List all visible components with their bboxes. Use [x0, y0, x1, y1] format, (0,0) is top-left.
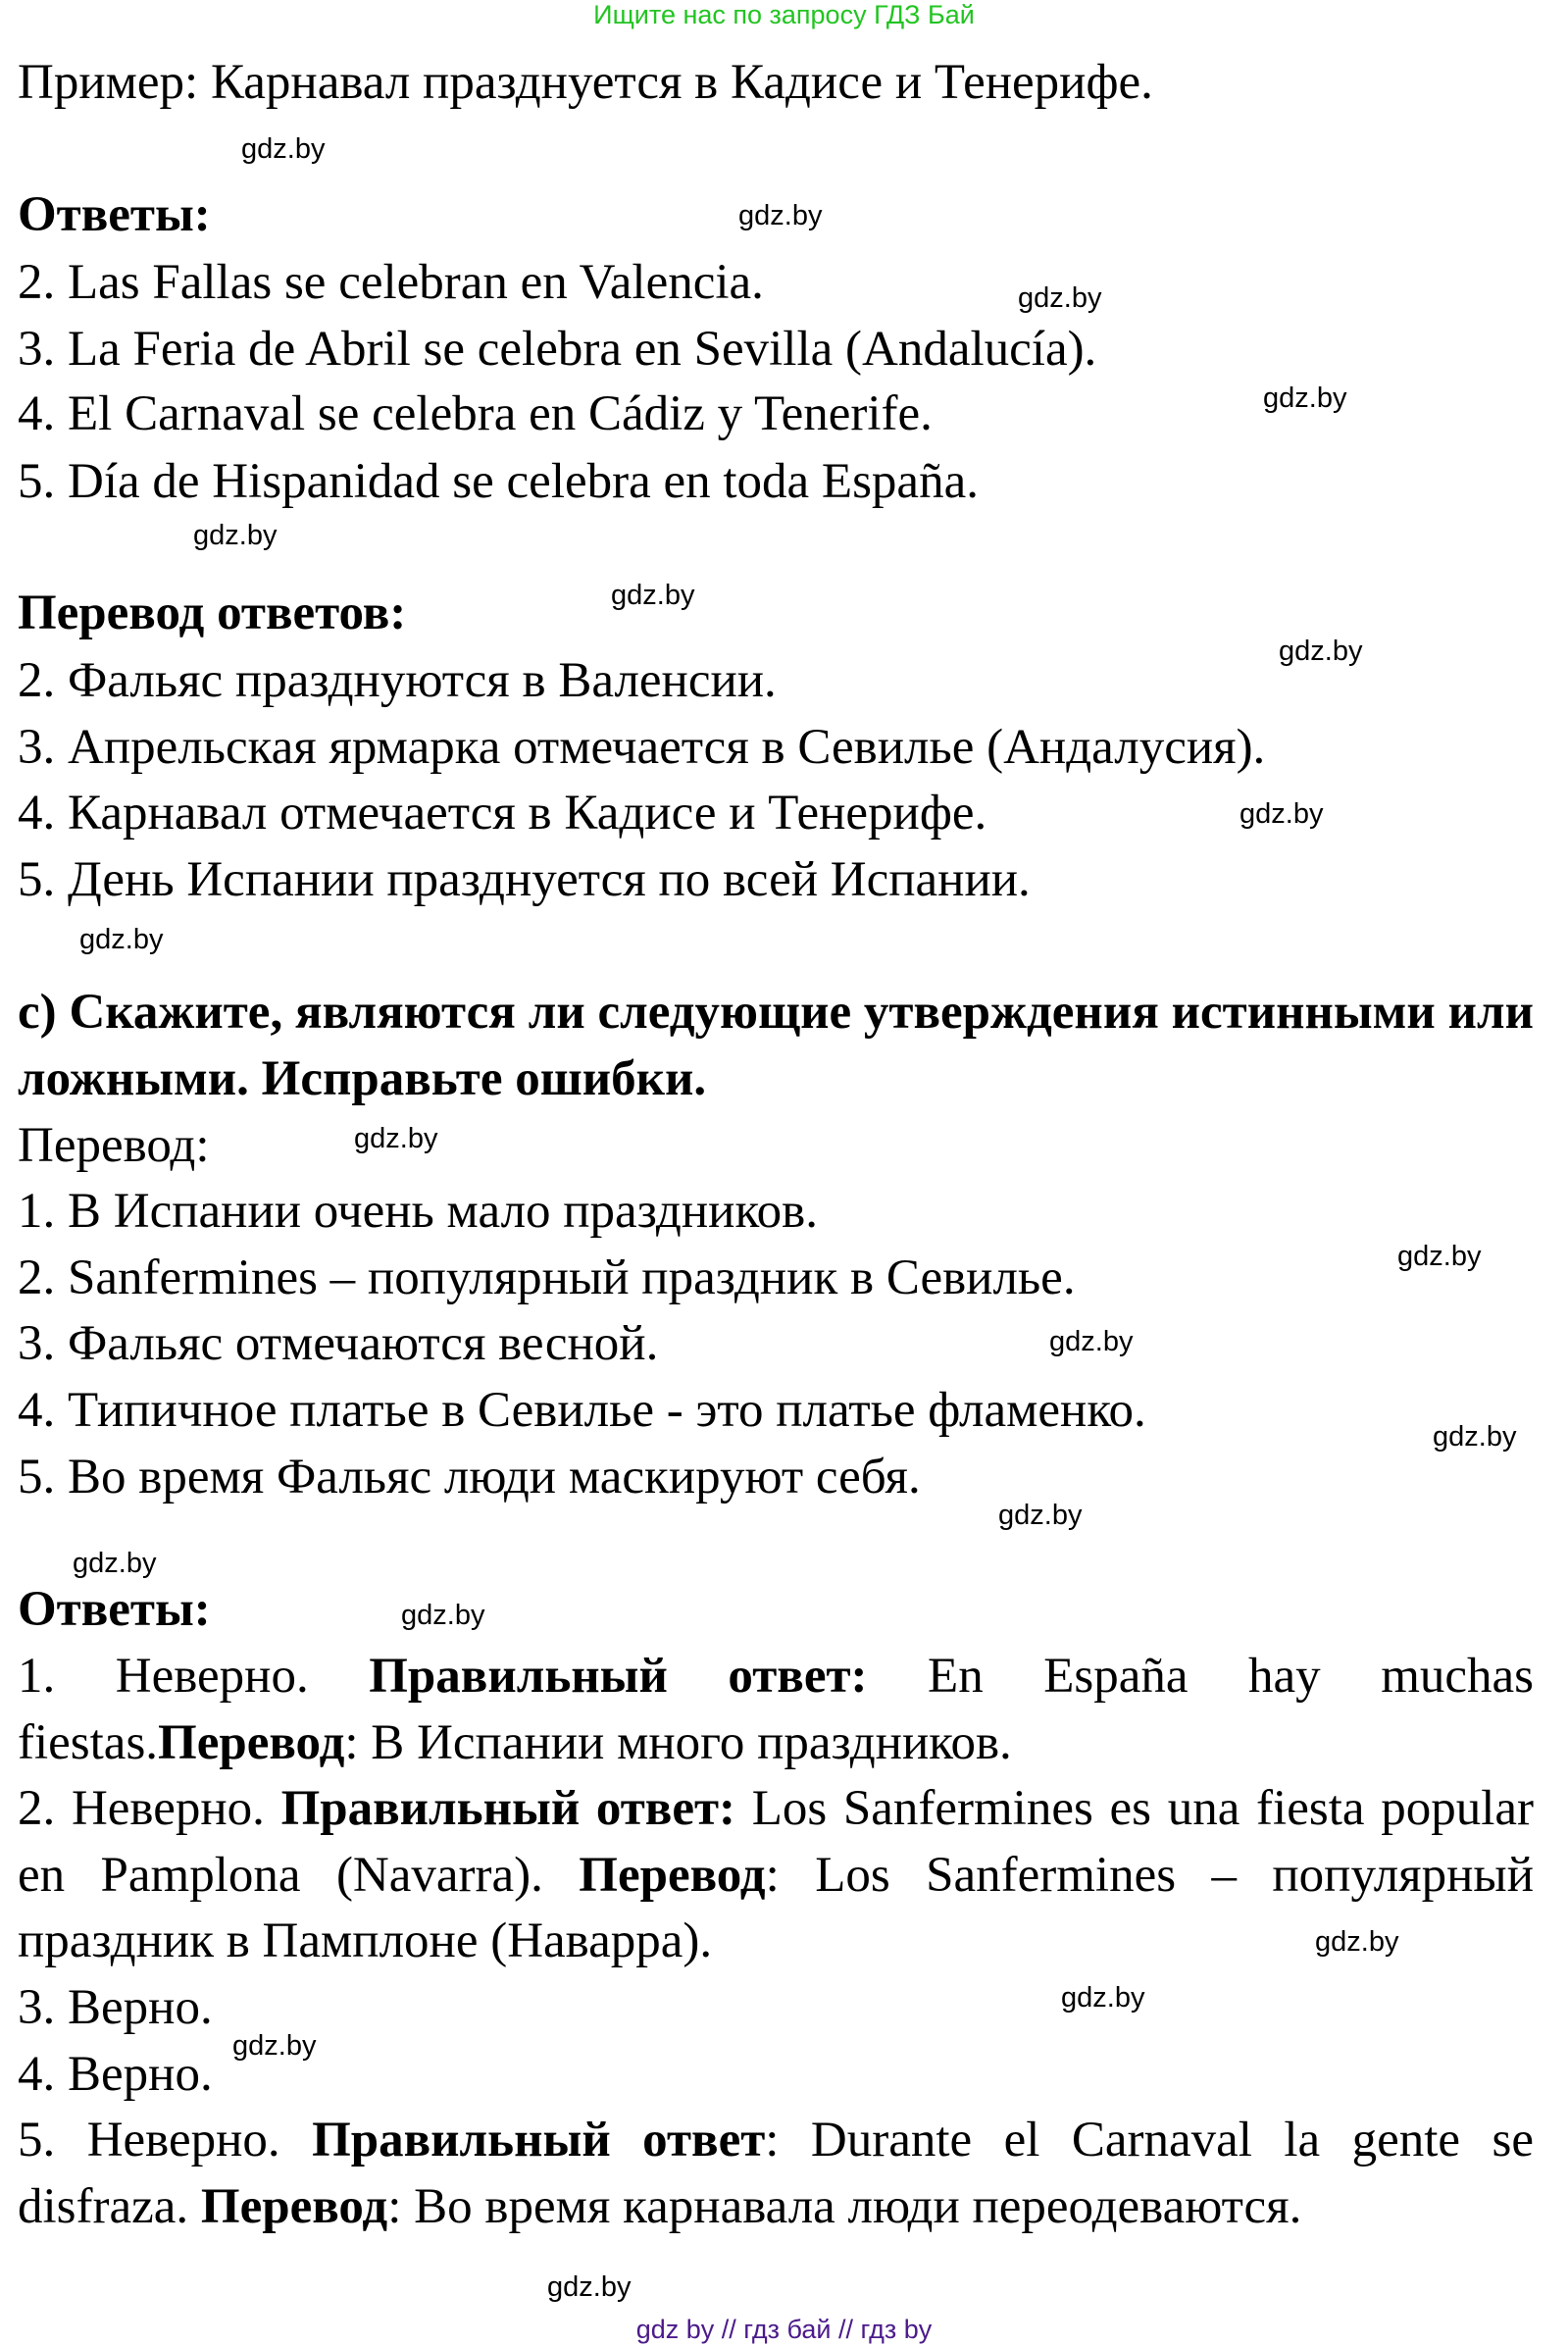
translation-label: Перевод: [579, 1847, 766, 1903]
watermark: gdz.by: [193, 520, 278, 551]
footer-links[interactable]: gdz by // гдз бай // гдз by: [635, 2315, 933, 2344]
statement-line: 3. Фальяс отмечаются весной.: [18, 1316, 659, 1371]
translation-label: Перевод: [200, 2178, 388, 2234]
statement-line: 1. В Испании очень мало праздников.: [18, 1184, 818, 1239]
translation-line: 3. Апрельская ярмарка отмечается в Севилье (Андалусия).: [18, 720, 1266, 775]
translation-label: Перевод: [158, 1714, 345, 1770]
task-c-translation-label: Перевод:: [18, 1118, 210, 1173]
watermark: gdz.by: [998, 1500, 1083, 1531]
correct-answer: : Durante el Carnaval la gente se disfraza.: [18, 2113, 1534, 2234]
search-hint-header[interactable]: Ищите нас по запросу ГДЗ Бай: [593, 0, 975, 29]
answer2-item: [18, 1644, 1534, 1776]
watermark: gdz.by: [232, 2030, 317, 2062]
watermark: gdz.by: [738, 200, 823, 231]
correct-answer: Los Sanfermines es una fiesta popular en Pamplona (Navarra).: [18, 1781, 1534, 1903]
watermark: gdz.by: [611, 580, 695, 611]
watermark: gdz.by: [1433, 1421, 1517, 1453]
translation-line: 5. День Испании празднуется по всей Испании.: [18, 852, 1031, 907]
translation-line: 4. Карнавал отмечается в Кадисе и Тенерифе.: [18, 786, 987, 841]
watermark: gdz.by: [1018, 282, 1102, 314]
answer2-item: 4. Верно.: [18, 2047, 213, 2102]
correct-answer-label: Правильный ответ:: [369, 1649, 868, 1704]
watermark: gdz.by: [1315, 1926, 1399, 1958]
translation-title: Перевод ответов:: [18, 586, 407, 640]
verdict: 1. Неверно.: [18, 1649, 370, 1704]
watermark: gdz.by: [1263, 382, 1347, 414]
watermark: gdz.by: [1279, 636, 1363, 667]
answers2-title: Ответы:: [18, 1582, 211, 1637]
answer-line: 5. Día de Hispanidad se celebra en toda España.: [18, 454, 979, 509]
answer2-item: [18, 2108, 1534, 2240]
statement-line: 2. Sanfermines – популярный праздник в Севилье.: [18, 1250, 1076, 1305]
answer-line: 4. El Carnaval se celebra en Cádiz y Tenerife.: [18, 386, 933, 441]
translation-line: 2. Фальяс празднуются в Валенсии.: [18, 653, 777, 708]
watermark: gdz.by: [1061, 1982, 1145, 2014]
translation-text: : В Испании много праздников.: [344, 1714, 1012, 1770]
task-c-text: c) Скажите, являются ли следующие утверждения истинными или ложными. Исправьте ошибки.: [18, 985, 1534, 1106]
watermark: gdz.by: [1239, 798, 1324, 830]
answer2-item: [18, 1776, 1534, 1975]
watermark: gdz.by: [73, 1548, 157, 1579]
watermark: gdz.by: [1049, 1326, 1134, 1357]
watermark: gdz.by: [241, 133, 326, 165]
task-c-heading: [18, 980, 1534, 1112]
verdict: 2. Неверно.: [18, 1781, 281, 1836]
statement-line: 4. Типичное платье в Севилье - это платье фламенко.: [18, 1383, 1146, 1438]
statement-line: 5. Во время Фальяс люди маскируют себя.: [18, 1450, 921, 1504]
answers2-heading: [18, 1577, 1534, 1644]
watermark: gdz.by: [1397, 1241, 1482, 1272]
translation-text: : Во время карнавала люди переодеваются.: [387, 2178, 1302, 2234]
watermark: gdz.by: [79, 924, 164, 955]
example-line: Пример: Карнавал празднуется в Кадисе и Тенерифе.: [18, 55, 1153, 110]
watermark: gdz.by: [354, 1123, 438, 1154]
verdict: 5. Неверно.: [18, 2113, 313, 2168]
correct-answer-label: Правильный ответ:: [280, 1781, 736, 1836]
answer-line: 3. La Feria de Abril se celebra en Sevilla (Andalucía).: [18, 322, 1097, 377]
translation-text: : Los Sanfermines – популярный праздник в Памплоне (Наварра).: [18, 1847, 1534, 1969]
answers-title: Ответы:: [18, 187, 211, 242]
correct-answer: En España hay muchas fiestas.: [18, 1649, 1534, 1770]
correct-answer-label: Правильный ответ: [312, 2113, 766, 2168]
answer-line: 2. Las Fallas se celebran en Valencia.: [18, 255, 764, 310]
watermark: gdz.by: [401, 1600, 485, 1631]
watermark: gdz.by: [547, 2271, 632, 2303]
answer2-item: 3. Верно.: [18, 1980, 213, 2035]
